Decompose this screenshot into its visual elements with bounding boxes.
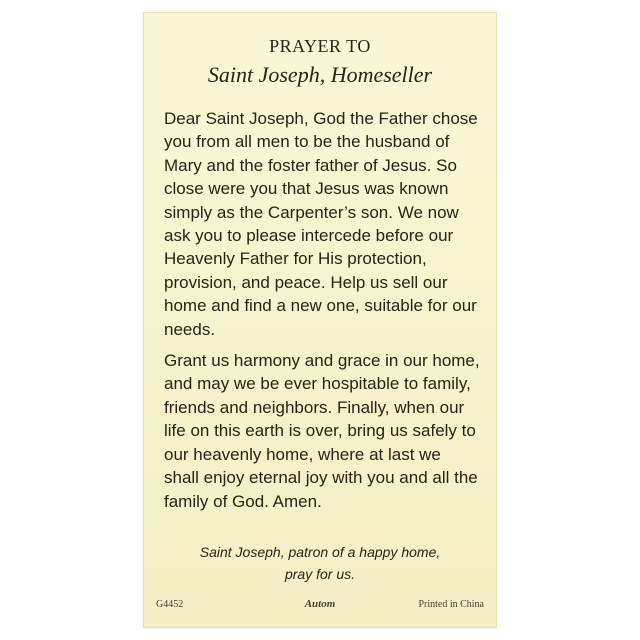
closing-line-1: Saint Joseph, patron of a happy home, (199, 544, 441, 560)
prayer-heading (144, 35, 496, 90)
closing-line-2: pray for us. (284, 566, 356, 582)
printed-in-label: Printed in China (418, 599, 484, 610)
brand-logo: Autom (304, 598, 336, 610)
prayer-paragraph-2: Grant us harmony and grace in our home, and may we be ever hospitable to family, friends and neighbors. Finally, when our life on this earth is over, bring us safely to our heavenly home, where at last we shall enjoy eternal joy with you and all the family of God. Amen. (164, 351, 480, 511)
prayer-card (143, 12, 497, 628)
heading-title: Saint Joseph, Homeseller (207, 62, 433, 87)
card-footer (156, 599, 484, 615)
heading-prefix: PRAYER TO (269, 36, 371, 56)
product-code: G4452 (156, 599, 184, 610)
prayer-body (164, 107, 480, 513)
prayer-paragraph-1: Dear Saint Joseph, God the Father chose you from all men to be the husband of Mary and the foster father of Jesus. So close were you that Jesus was known simply as the Carpenter’s son. We now ask you to please intercede before our Heavenly Father for His protection, provision, and peace. Help us sell our home and find a new one, suitable for our needs. (164, 109, 478, 339)
closing-invocation (144, 541, 496, 585)
